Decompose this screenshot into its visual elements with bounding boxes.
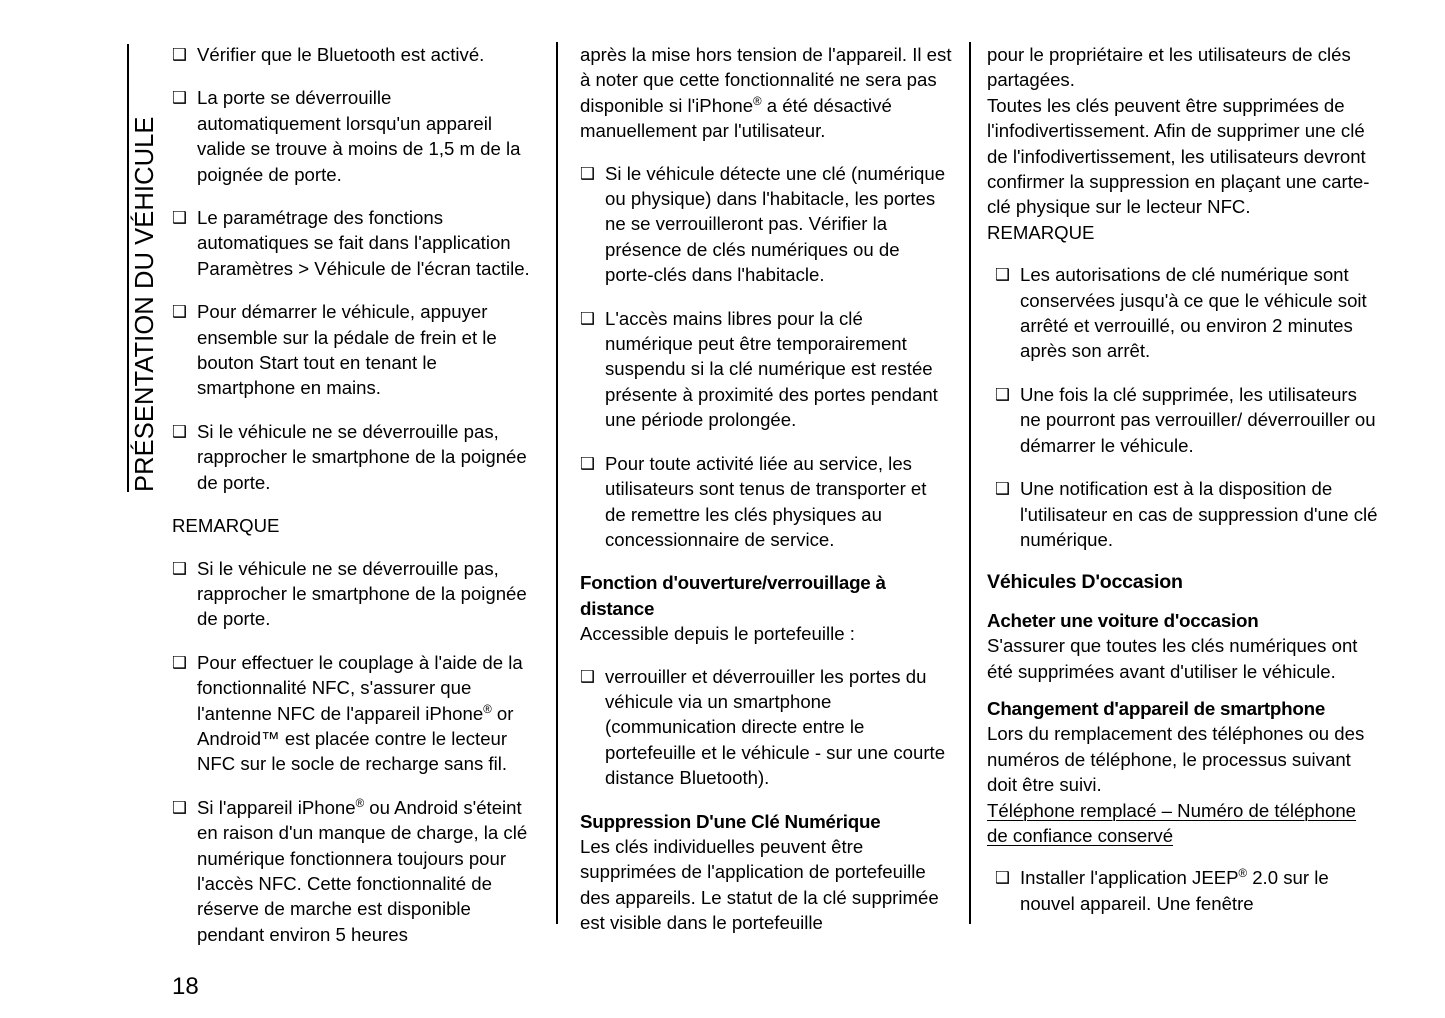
shadowed-square-bullet-icon: ❑ — [580, 163, 595, 183]
text-column-1 — [172, 42, 540, 947]
bullet-text: Pour effectuer le couplage à l'aide de la fonctionnalité NFC, s'assurer que l'antenne NFC de l'appareil iPhone® or Android™ est placée contre le lecteur NFC sur le socle de recharge sans fil. — [197, 651, 523, 775]
bullet-text: La porte se déverrouille automatiquement lorsqu'un appareil valide se trouve à moins de 1,5 m de la poignée de porte. — [197, 87, 521, 185]
bullet-list-item — [172, 299, 540, 401]
shadowed-square-bullet-icon: ❑ — [995, 384, 1010, 404]
block-spacer — [987, 552, 1379, 570]
block-spacer — [172, 401, 540, 419]
block-spacer — [172, 539, 540, 556]
bullet-text: Pour démarrer le véhicule, appuyer ensemble sur la pédale de frein et le bouton Start tout en tenant le smartphone en mains. — [197, 301, 497, 399]
block-spacer — [172, 187, 540, 205]
body-paragraph: Lors du remplacement des téléphones ou des numéros de téléphone, le processus suivant doit être suivi. — [987, 723, 1365, 796]
body-paragraph: REMARQUE — [987, 221, 1095, 243]
block-spacer — [580, 552, 952, 570]
column-divider-1 — [556, 42, 558, 924]
bullet-text: Pour toute activité liée au service, les utilisateurs sont tenus de transporter et de remettre les clés physiques au concessionnaire de service. — [605, 452, 927, 550]
block-spacer — [172, 632, 540, 650]
block-spacer — [172, 495, 540, 513]
body-paragraph: S'assurer que toutes les clés numériques ont été supprimées avant d'utiliser le véhicule. — [987, 635, 1358, 682]
shadowed-square-bullet-icon: ❑ — [580, 666, 595, 686]
bullet-list-item — [172, 85, 540, 187]
shadowed-square-bullet-icon: ❑ — [172, 88, 187, 108]
bullet-text: verrouiller et déverrouiller les portes du véhicule via un smartphone (communication directe entre le portefeuille et le véhicule - sur une courte distance Bluetooth). — [605, 665, 946, 789]
block-spacer — [580, 647, 952, 664]
bullet-list-item — [580, 664, 952, 791]
shadowed-square-bullet-icon: ❑ — [995, 868, 1010, 888]
body-paragraph: Accessible depuis le portefeuille : — [580, 623, 855, 645]
text-column-3 — [987, 42, 1379, 916]
bullet-text: Les autorisations de clé numérique sont conservées jusqu'à ce que le véhicule soit arrêté et verrouillé, ou environ 2 minutes après son arrêt. — [1020, 264, 1367, 362]
bullet-text: Si le véhicule détecte une clé (numérique ou physique) dans l'habitacle, les portes ne se verrouilleront pas. Vérifier la présence de clés numériques ou de porte-clés dans l'habitacle. — [605, 162, 946, 286]
registered-trademark-mark: ® — [1238, 868, 1248, 881]
shadowed-square-bullet-icon: ❑ — [580, 453, 595, 473]
column-divider-2 — [969, 42, 971, 924]
shadowed-square-bullet-icon: ❑ — [172, 45, 187, 64]
body-paragraph: REMARQUE — [172, 515, 280, 537]
bullet-text: Installer l'application JEEP® 2.0 sur le nouvel appareil. Une fenêtre — [1020, 867, 1329, 914]
bullet-list-item — [172, 42, 540, 67]
block-spacer — [987, 848, 1379, 865]
bullet-list-item — [172, 419, 540, 495]
shadowed-square-bullet-icon: ❑ — [580, 308, 595, 328]
subsection-heading: Acheter une voiture d'occasion — [987, 609, 1259, 631]
block-spacer — [987, 684, 1379, 696]
bullet-text: Si le véhicule ne se déverrouille pas, rapprocher le smartphone de la poignée de porte. — [197, 557, 527, 630]
body-paragraph: Toutes les clés peuvent être supprimées de l'infodivertissement. Afin de supprimer une clé de l'infodivertissement, les utilisateurs devront confirmer la suppression en plaçant une carte-clé physique sur le lecteur NFC. — [987, 94, 1370, 218]
underlined-subheading: Téléphone remplacé – Numéro de téléphone de confiance conservé — [987, 799, 1357, 846]
block-spacer — [172, 777, 540, 795]
block-spacer — [987, 596, 1379, 608]
block-spacer — [172, 281, 540, 299]
shadowed-square-bullet-icon: ❑ — [172, 302, 187, 322]
block-spacer — [172, 67, 540, 85]
bullet-text: Si le véhicule ne se déverrouille pas, rapprocher le smartphone de la poignée de porte. — [197, 420, 527, 493]
bullet-list-item — [172, 650, 540, 777]
block-spacer — [580, 144, 952, 161]
bullet-list-item — [580, 306, 952, 433]
registered-trademark-mark: ® — [483, 703, 492, 716]
body-paragraph: après la mise hors tension de l'appareil. Il est à noter que cette fonctionnalité ne sera pas disponible si l'iPhone® a été désactivé manuellement par l'utilisateur. — [580, 44, 952, 142]
bullet-list-item — [172, 556, 540, 632]
shadowed-square-bullet-icon: ❑ — [172, 652, 187, 672]
text-column-2 — [580, 42, 952, 936]
block-spacer — [580, 288, 952, 306]
bullet-text: Vérifier que le Bluetooth est activé. — [197, 44, 485, 65]
bullet-list-item — [987, 865, 1379, 916]
body-paragraph: pour le propriétaire et les utilisateurs de clés partagées. — [987, 44, 1351, 91]
shadowed-square-bullet-icon: ❑ — [172, 797, 187, 817]
shadowed-square-bullet-icon: ❑ — [995, 265, 1010, 285]
bullet-list-item — [987, 262, 1379, 364]
shadowed-square-bullet-icon: ❑ — [995, 479, 1010, 499]
subsection-heading: Fonction d'ouverture/verrouillage à distance — [580, 572, 886, 619]
block-spacer — [987, 364, 1379, 382]
bullet-list-item — [172, 795, 540, 947]
section-heading: Véhicules D'occasion — [987, 571, 1183, 594]
bullet-list-item — [580, 161, 952, 288]
bullet-list-item — [172, 205, 540, 281]
block-spacer — [580, 433, 952, 451]
body-paragraph: Les clés individuelles peuvent être supprimées de l'application de portefeuille des appareils. Le statut de la clé supprimée est visible dans le portefeuille — [580, 835, 939, 934]
subsection-heading: Suppression D'une Clé Numérique — [580, 810, 881, 832]
shadowed-square-bullet-icon: ❑ — [172, 558, 187, 578]
block-spacer — [580, 791, 952, 809]
bullet-list-item — [580, 451, 952, 553]
block-spacer — [987, 245, 1379, 262]
chapter-tab-label: PRÉSENTATION DU VÉHICULE — [131, 116, 160, 492]
shadowed-square-bullet-icon: ❑ — [172, 208, 187, 228]
bullet-text: Si l'appareil iPhone® ou Android s'éteint en raison d'un manque de charge, la clé numérique fonctionnera toujours pour l'accès NFC. Cette fonctionnalité de réserve de marche est disponible pendant environ 5 heures — [197, 796, 528, 945]
subsection-heading: Changement d'appareil de smartphone — [987, 697, 1326, 719]
chapter-tab — [0, 0, 160, 1018]
block-spacer — [987, 458, 1379, 476]
bullet-text: Le paramétrage des fonctions automatiques se fait dans l'application Paramètres > Véhicule de l'écran tactile. — [197, 207, 530, 279]
page-number: 18 — [172, 973, 199, 1000]
bullet-list-item — [987, 382, 1379, 458]
bullet-text: L'accès mains libres pour la clé numérique peut être temporairement suspendu si la clé numérique est restée présente à proximité des portes pendant une période prolongée. — [605, 307, 938, 431]
shadowed-square-bullet-icon: ❑ — [172, 421, 187, 441]
bullet-text: Une notification est à la disposition de l'utilisateur en cas de suppression d'une clé numérique. — [1020, 478, 1378, 550]
registered-trademark-mark: ® — [355, 797, 365, 810]
registered-trademark-mark: ® — [753, 95, 762, 108]
bullet-text: Une fois la clé supprimée, les utilisateurs ne pourront pas verrouiller/ déverrouiller ou démarrer le véhicule. — [1020, 383, 1376, 456]
bullet-list-item — [987, 476, 1379, 552]
